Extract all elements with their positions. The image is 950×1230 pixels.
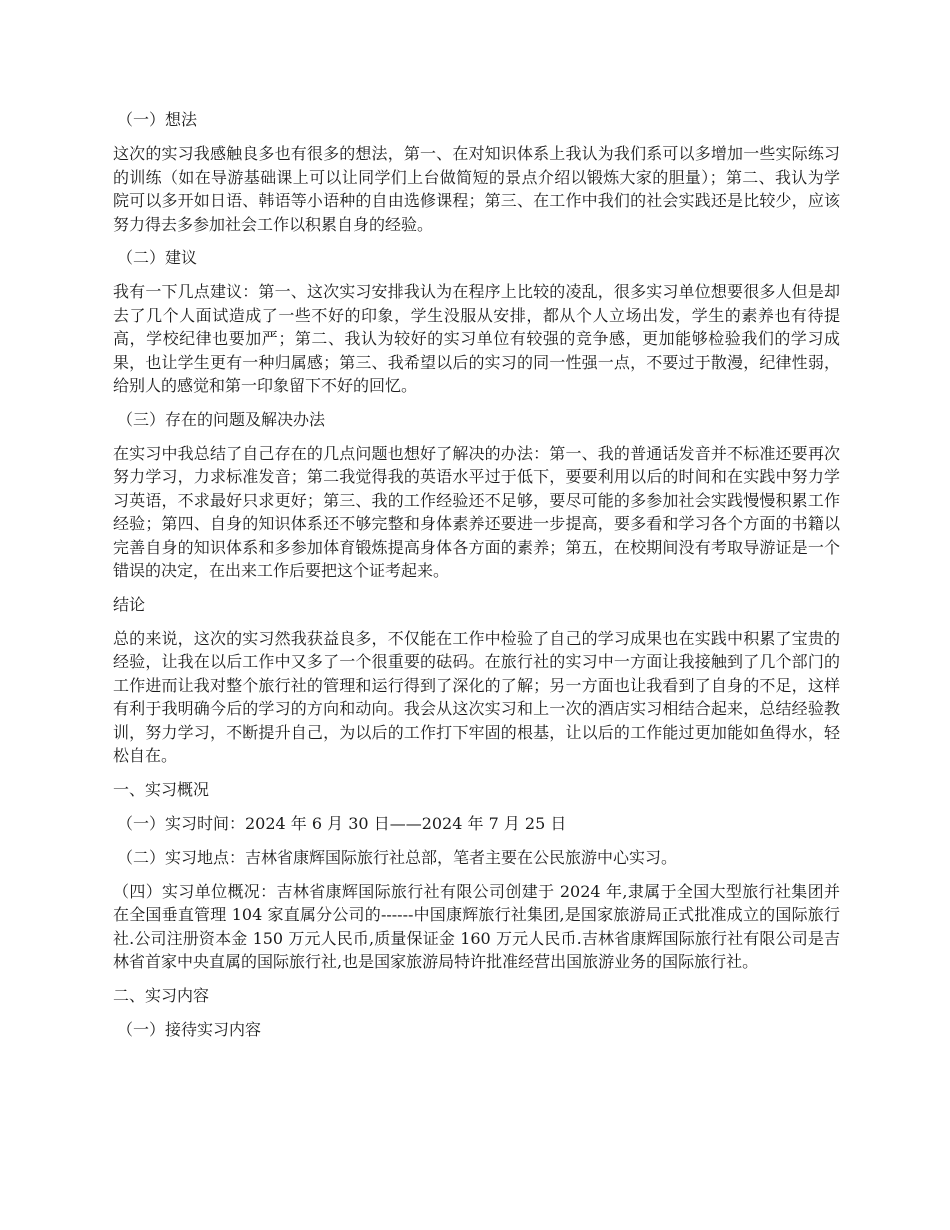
paragraph-company-overview: （四）实习单位概况：吉林省康辉国际旅行社有限公司创建于 2024 年,隶属于全国大型旅行社集团并在全国垂直管理 104 家直属分公司的------中国康辉旅行社集团,是国家旅游局正式批准成立的国际旅行社.公司注册资本金 150 万元人民币,质量保证金 160 万元人民币.吉林省康辉国际旅行社有限公司是吉林省首家中央直属的国际旅行社,也是国家旅游局特许批准经营出国旅游业务的国际旅行社。 (113, 881, 840, 971)
section-heading-problems: （三）存在的问题及解决办法 (117, 409, 326, 429)
subsection-heading-reception: （一）接待实习内容 (117, 1019, 262, 1039)
section-heading-conclusion: 结论 (113, 594, 146, 614)
internship-location: （二）实习地点：吉林省康辉国际旅行社总部，笔者主要在公民旅游中心实习。 (117, 847, 678, 867)
document-page (113, 108, 840, 1052)
paragraph-conclusion: 总的来说，这次的实习然我获益良多，不仅能在工作中检验了自己的学习成果也在实践中积累了宝贵的经验，让我在以后工作中又多了一个很重要的砝码。在旅行社的实习中一方面让我接触到了几个部门的工作进而让我对整个旅行社的管理和运行得到了深化的了解；另一方面也让我看到了自身的不足，这样有利于我明确今后的学习的方向和动向。我会从这次实习和上一次的酒店实习相结合起来，总结经验教训，努力学习，不断提升自己，为以后的工作打下牢固的根基，让以后的工作能过更加能如鱼得水，轻松自在。 (113, 628, 840, 765)
internship-time: （一）实习时间：2024 年 6 月 30 日——2024 年 7 月 25 日 (117, 813, 567, 833)
paragraph-suggestions: 我有一下几点建议：第一、这次实习安排我认为在程序上比较的凌乱，很多实习单位想要很多人但是却去了几个人面试造成了一些不好的印象，学生没服从安排，都从个人立场出发，学生的素养也有待提高，学校纪律也要加严；第二、我认为较好的实习单位有较强的竞争感，更加能够检验我们的学习成果，也让学生更有一种归属感；第三、我希望以后的实习的同一性强一点，不要过于散漫，纪律性弱，给别人的感觉和第一印象留下不好的回忆。 (113, 282, 840, 395)
paragraph-problems: 在实习中我总结了自己存在的几点问题也想好了解决的办法：第一、我的普通话发音并不标准还要再次努力学习，力求标准发音；第二我觉得我的英语水平过于低下，要要利用以后的时间和在实践中努力学习英语，不求最好只求更好；第三、我的工作经验还不足够，要尽可能的多参加社会实践慢慢积累工作经验；第四、自身的知识体系还不够完整和身体素养还要进一步提高，要多看和学习各个方面的书籍以完善自身的知识体系和多参加体育锻炼提高身体各方面的素养；第五，在校期间没有考取导游证是一个错误的决定，在出来工作后要把这个证考起来。 (113, 443, 840, 580)
paragraph-ideas: 这次的实习我感触良多也有很多的想法，第一、在对知识体系上我认为我们系可以多增加一些实际练习的训练（如在导游基础课上可以让同学们上台做简短的景点介绍以锻炼大家的胆量）；第二、我认为学院可以多开如日语、韩语等小语种的自由选修课程；第三、在工作中我们的社会实践还是比较少，应该努力得去多参加社会工作以积累自身的经验。 (113, 144, 840, 234)
section-heading-suggestions: （二）建议 (117, 248, 198, 267)
section-heading-content: 二、实习内容 (113, 985, 210, 1005)
section-heading-ideas: （一）想法 (117, 110, 198, 129)
section-heading-overview: 一、实习概况 (113, 779, 210, 799)
